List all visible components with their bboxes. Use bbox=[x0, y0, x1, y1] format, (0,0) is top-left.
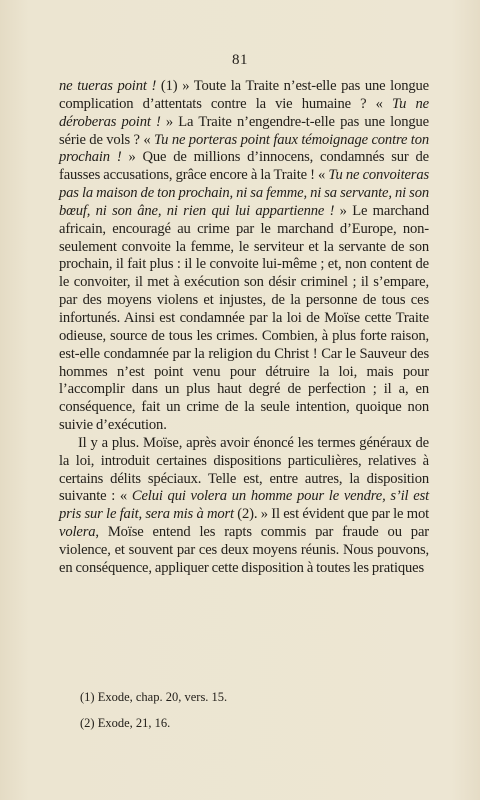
paragraph-1 bbox=[59, 78, 429, 435]
text-run: , Moïse entend les rapts commis par fraude ou par violence, et souvent par ces deux moyens réunis. Nous pouvons, en conséquence, appliquer cette disposition à toutes les pratiques bbox=[59, 524, 429, 576]
text-run: (2). » Il est évident que par le mot bbox=[233, 506, 429, 523]
italic-quote: Tu ne déroberas point ! bbox=[59, 95, 429, 130]
main-text bbox=[59, 78, 429, 578]
italic-quote: ne tueras point ! bbox=[59, 78, 157, 94]
text-run: » Que de millions d’innocens, condamnés sur de fausses accusations, grâce encore à la Traite ! « bbox=[59, 149, 429, 184]
italic-quote: Tu ne convoiteras pas la maison de ton prochain, ni sa femme, ni sa servante, ni son bœuf, ni son âne, ni rien qui lui appartienne ! bbox=[59, 167, 430, 219]
paragraph-2 bbox=[59, 435, 429, 578]
text-run: Il y a plus. Moïse, après avoir énoncé les termes généraux de la loi, introduit certaines dispositions particulières, relatives à certains délits spéciaux. Telle est, entre autres, la disposition suivante : « bbox=[59, 434, 429, 505]
text-run: » Le marchand africain, encouragé au crime par le marchand d’Europe, non-seulement convoite la femme, le serviteur et la servante de son prochain, il fait plus : il le convoite lui-même ; et, non content de le convoiter, il met à exécution son désir criminel ; il s’empare, par des moyens violens et injustes, de la personne de tous ces infortunés. Ainsi est condamnée par la loi de Moïse cette Traite odieuse, source de tous les crimes. Combien, à plus forte raison, est-elle condamnée par la religion du Christ ! Car le Sauveur des hommes n’est point venu pour détruire la loi, mais pour l’accomplir dans un plus haut degré de perfection ; il a, en conséquence, fait un crime de la seule intention, quoique non suivie d’exécution. bbox=[59, 202, 429, 434]
text-run: » La Traite n’engendre-t-elle pas une longue série de vols ? « bbox=[59, 113, 429, 148]
footnotes bbox=[80, 684, 227, 736]
italic-quote: Celui qui volera un homme pour le vendre, s’il est pris sur le fait, sera mis à mort bbox=[59, 488, 429, 523]
footnote-2: (2) Exode, 21, 16. bbox=[80, 716, 171, 730]
page-number: 81 bbox=[232, 52, 248, 68]
italic-quote: volera bbox=[59, 524, 96, 541]
footnote-1: (1) Exode, chap. 20, vers. 15. bbox=[80, 690, 228, 704]
italic-quote: Tu ne porteras point faux témoignage contre ton prochain ! bbox=[59, 131, 430, 166]
text-run: (1) » Toute la Traite n’est-elle pas une longue complication d’attentats contre la vie humaine ? « bbox=[59, 78, 430, 112]
